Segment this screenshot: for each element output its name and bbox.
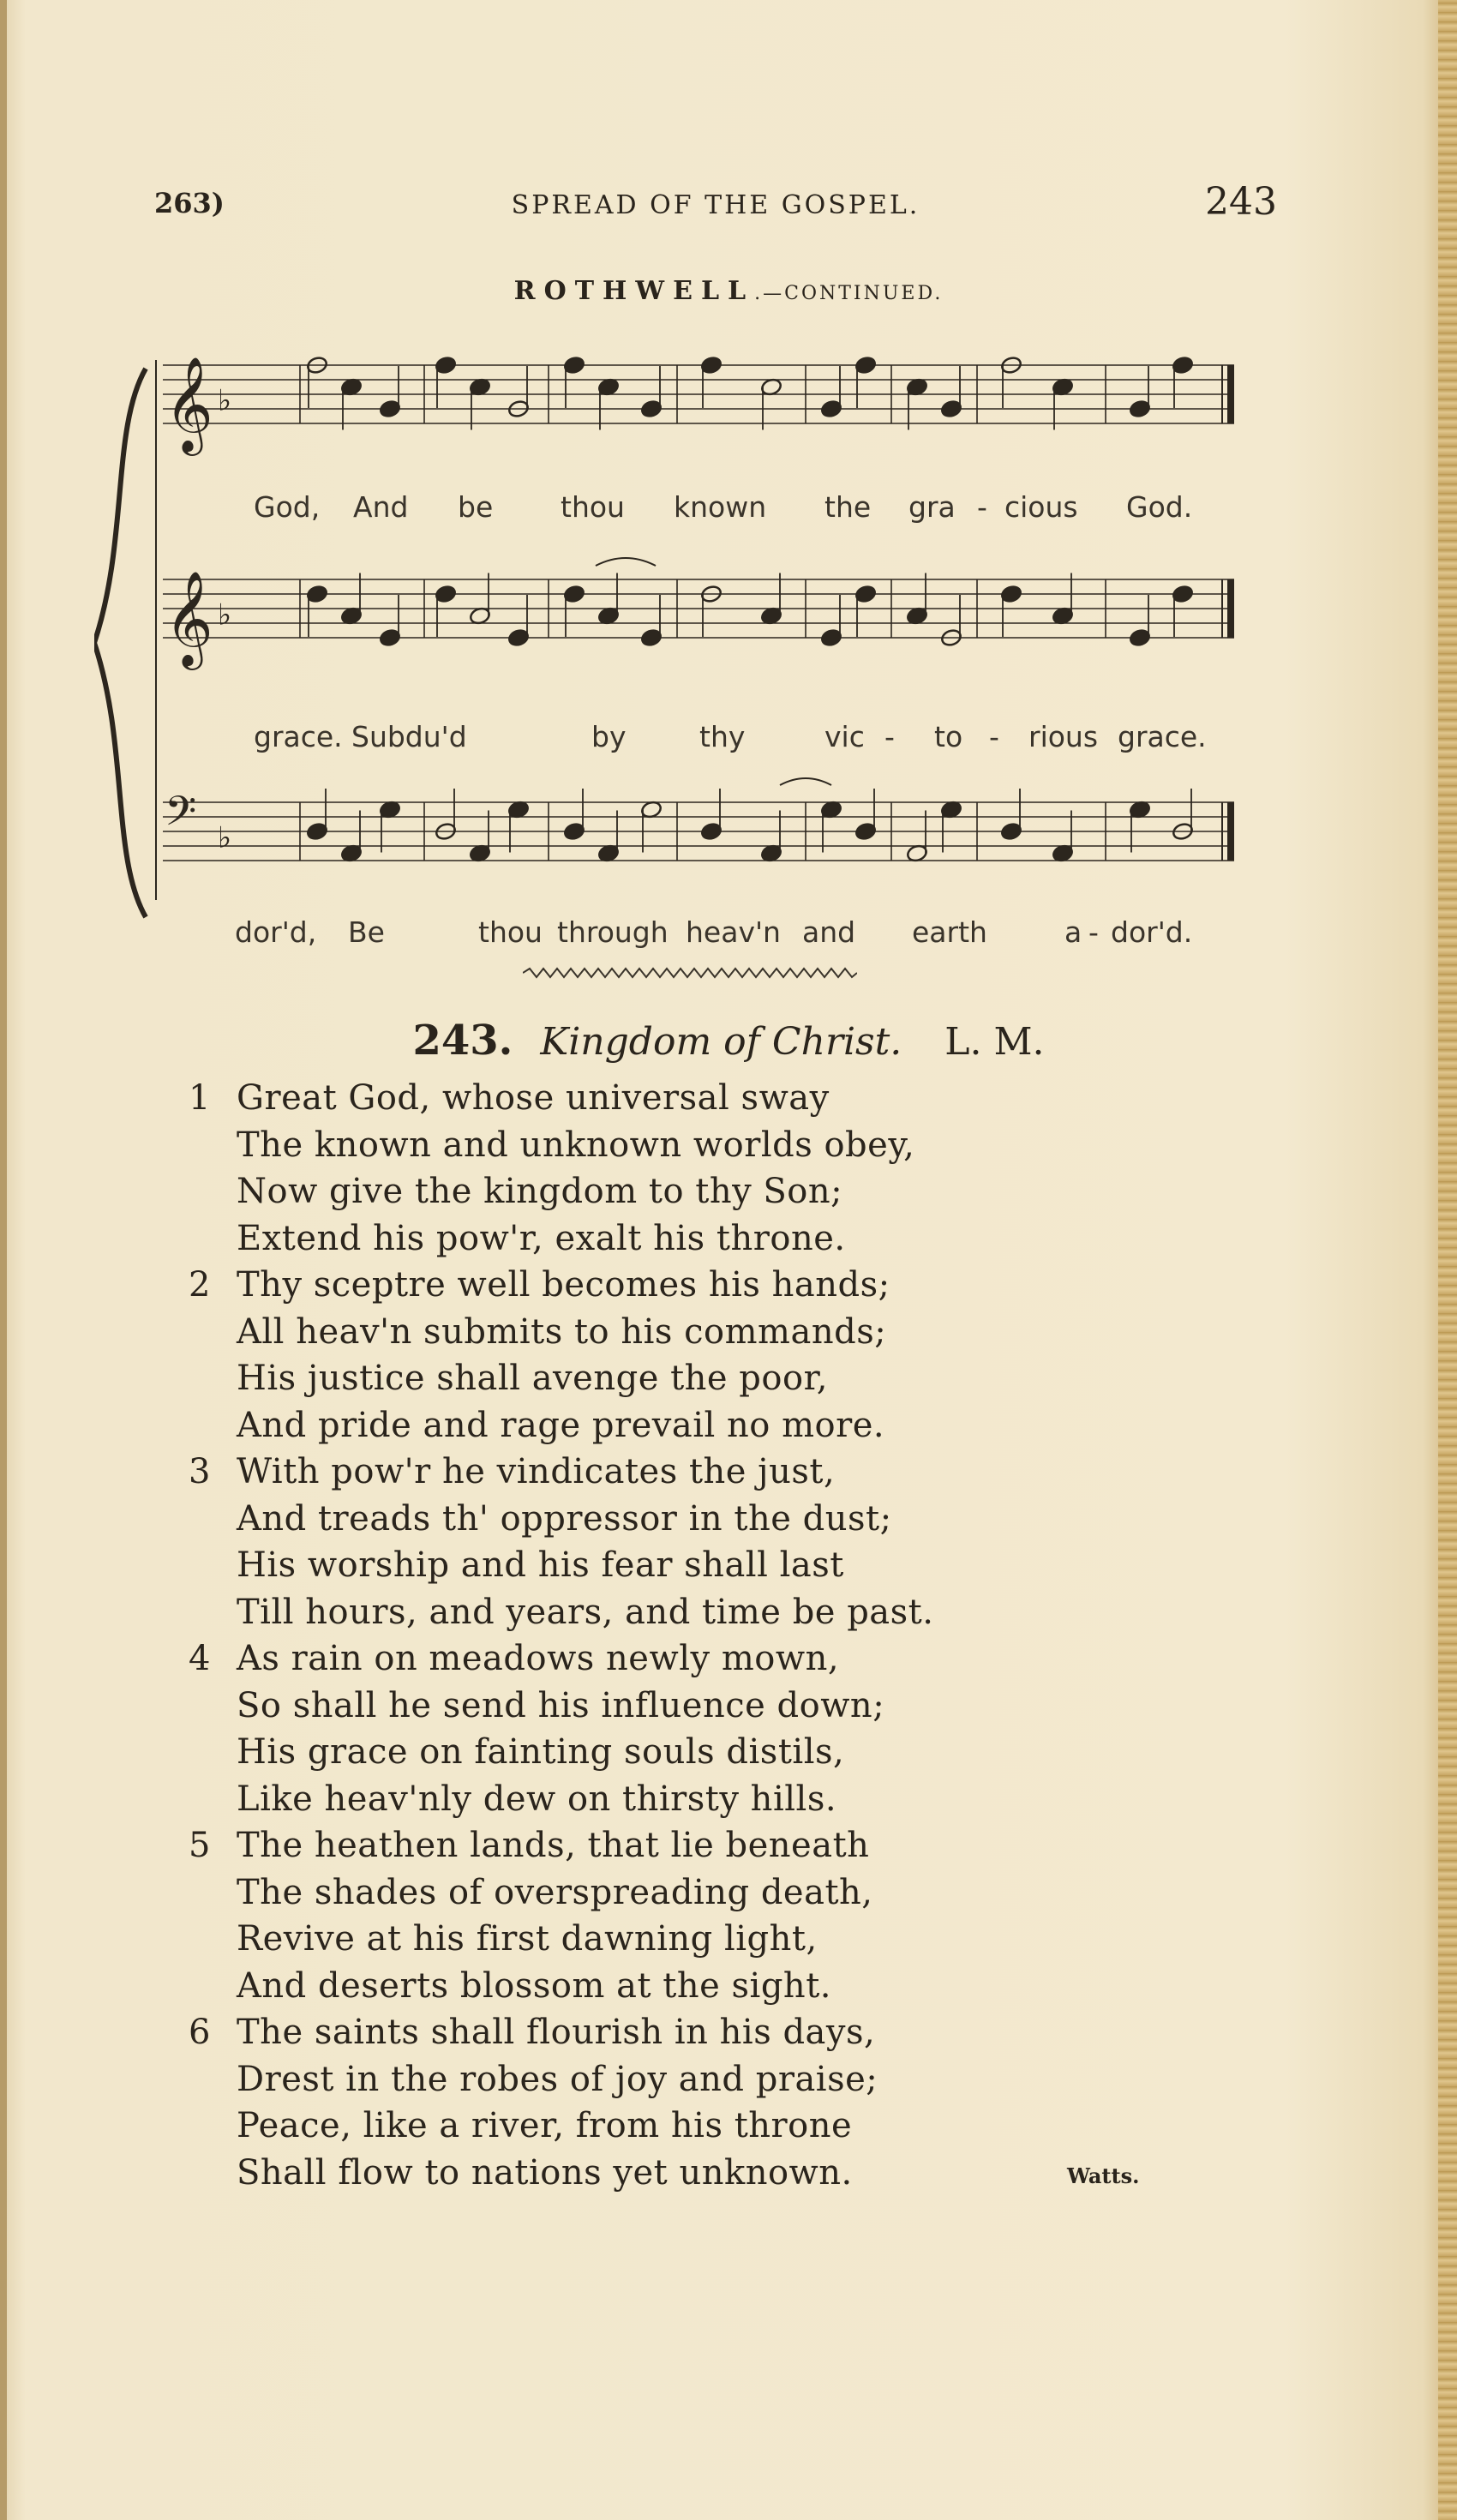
stanza-2 — [189, 1262, 933, 1449]
hymn-text — [189, 1075, 934, 2196]
brace — [94, 369, 146, 917]
verse-line: Revive at his first dawning light, — [237, 1919, 818, 1959]
verse-line: Now give the kingdom to thy Son; — [237, 1172, 843, 1211]
hymn-number: 243. — [412, 1017, 513, 1065]
lyric: gra — [908, 490, 956, 524]
stanza-5 — [189, 1822, 933, 2009]
stanza-number: 2 — [189, 1265, 211, 1305]
running-title: SPREAD OF THE GOSPEL. — [511, 190, 920, 220]
lyric: grace. — [254, 720, 343, 753]
lyric: grace. — [1118, 720, 1207, 753]
lyric: a — [1064, 915, 1082, 949]
lyric: - — [1088, 915, 1099, 949]
lyric: be — [458, 490, 494, 524]
bass-clef-icon: 𝄢 — [165, 787, 197, 845]
music-score — [94, 326, 1294, 977]
verse-line: And pride and rage prevail no more. — [237, 1405, 885, 1445]
verse-line: Drest in the robes of joy and praise; — [237, 2059, 878, 2099]
stanza-number: 5 — [189, 1826, 211, 1865]
verse-line: The heathen lands, that lie beneath — [237, 1826, 870, 1865]
lyric: Subdu'd — [351, 720, 467, 753]
verse-line: Thy sceptre well becomes his hands; — [237, 1265, 890, 1305]
verse-line: Like heav'nly dew on thirsty hills. — [237, 1779, 837, 1819]
verse-line: The saints shall flourish in his days, — [237, 2013, 876, 2052]
verse-line: The known and unknown worlds obey, — [237, 1125, 915, 1165]
tune-continued: .—CONTINUED. — [754, 283, 944, 304]
page-edge — [1438, 0, 1457, 2520]
verse-line: His justice shall avenge the poor, — [237, 1359, 829, 1398]
right-page-number: 243 — [1205, 180, 1277, 224]
lyric: dor'd. — [1111, 915, 1193, 949]
lyric: Be — [348, 915, 385, 949]
score-svg — [94, 326, 1294, 977]
flat-icon: ♭ — [218, 597, 232, 633]
tune-title — [0, 276, 1457, 306]
page-header — [154, 180, 1277, 238]
lyric: dor'd, — [235, 915, 317, 949]
lyric: rious — [1028, 720, 1099, 753]
treble-clef-icon: 𝄞 — [165, 356, 213, 452]
slur — [780, 778, 831, 785]
hymn-heading — [0, 1017, 1457, 1065]
verse-line: Till hours, and years, and time be past. — [237, 1592, 934, 1632]
verse-line: His worship and his fear shall last — [237, 1545, 844, 1585]
lyric: known — [674, 490, 767, 524]
lyric: God. — [1126, 490, 1193, 524]
binding-edge — [0, 0, 7, 2520]
slur — [596, 558, 656, 566]
lyric: by — [591, 720, 627, 753]
verse-line: So shall he send his influence down; — [237, 1685, 885, 1725]
hymn-author: Watts. — [1067, 2163, 1140, 2188]
lyric: - — [989, 720, 999, 753]
lyric: And — [353, 490, 409, 524]
lyric: thou — [561, 490, 625, 524]
verse-line: Extend his pow'r, exalt his throne. — [237, 1218, 846, 1258]
stanza-6 — [189, 2009, 933, 2196]
lyric: thou — [478, 915, 543, 949]
lyric: through — [557, 915, 669, 949]
verse-line: His grace on fainting souls distils, — [237, 1732, 845, 1772]
left-page-number: 263) — [154, 187, 225, 219]
stanza-3 — [189, 1449, 934, 1635]
verse-line: Great God, whose universal sway — [237, 1078, 830, 1118]
flat-icon: ♭ — [218, 820, 232, 855]
stanza-number: 4 — [189, 1639, 211, 1678]
lyric: God, — [254, 490, 321, 524]
lyric: and — [802, 915, 856, 949]
stanza-number: 1 — [189, 1078, 211, 1118]
final-bar-thick — [1227, 802, 1234, 861]
lyric: to — [934, 720, 963, 753]
stanza-1 — [189, 1075, 933, 1262]
verse-line: As rain on meadows newly mown, — [237, 1639, 840, 1678]
final-bar-thick — [1227, 365, 1234, 423]
lyric: cious — [1004, 490, 1078, 524]
stanza-4 — [189, 1635, 933, 1822]
lyric: vic — [824, 720, 865, 753]
verse-line: The shades of overspreading death, — [237, 1872, 873, 1912]
lyric: heav'n — [686, 915, 781, 949]
hymn-title: Kingdom of Christ. — [540, 1020, 902, 1064]
final-bar-thick — [1227, 579, 1234, 638]
lyric: thy — [699, 720, 746, 753]
verse-line: Shall flow to nations yet unknown. — [237, 2152, 853, 2193]
lyric: the — [824, 490, 872, 524]
flat-icon: ♭ — [218, 383, 232, 418]
verse-line: With pow'r he vindicates the just, — [237, 1452, 836, 1491]
stanza-number: 3 — [189, 1452, 211, 1491]
verse-line: All heav'n submits to his commands; — [237, 1311, 887, 1352]
stanza-number: 6 — [189, 2013, 211, 2052]
ornamental-divider — [523, 967, 857, 979]
lyric: - — [977, 490, 987, 524]
lyric: earth — [912, 915, 987, 949]
hymn-meter: L. M. — [944, 1020, 1045, 1064]
verse-line: And deserts blossom at the sight. — [237, 1965, 831, 2006]
verse-line: Peace, like a river, from his throne — [237, 2106, 853, 2145]
treble-clef-icon: 𝄞 — [165, 570, 213, 666]
lyric: - — [884, 720, 895, 753]
verse-line: And treads th' oppressor in the dust; — [237, 1498, 892, 1539]
tune-name: ROTHWELL — [513, 276, 755, 306]
